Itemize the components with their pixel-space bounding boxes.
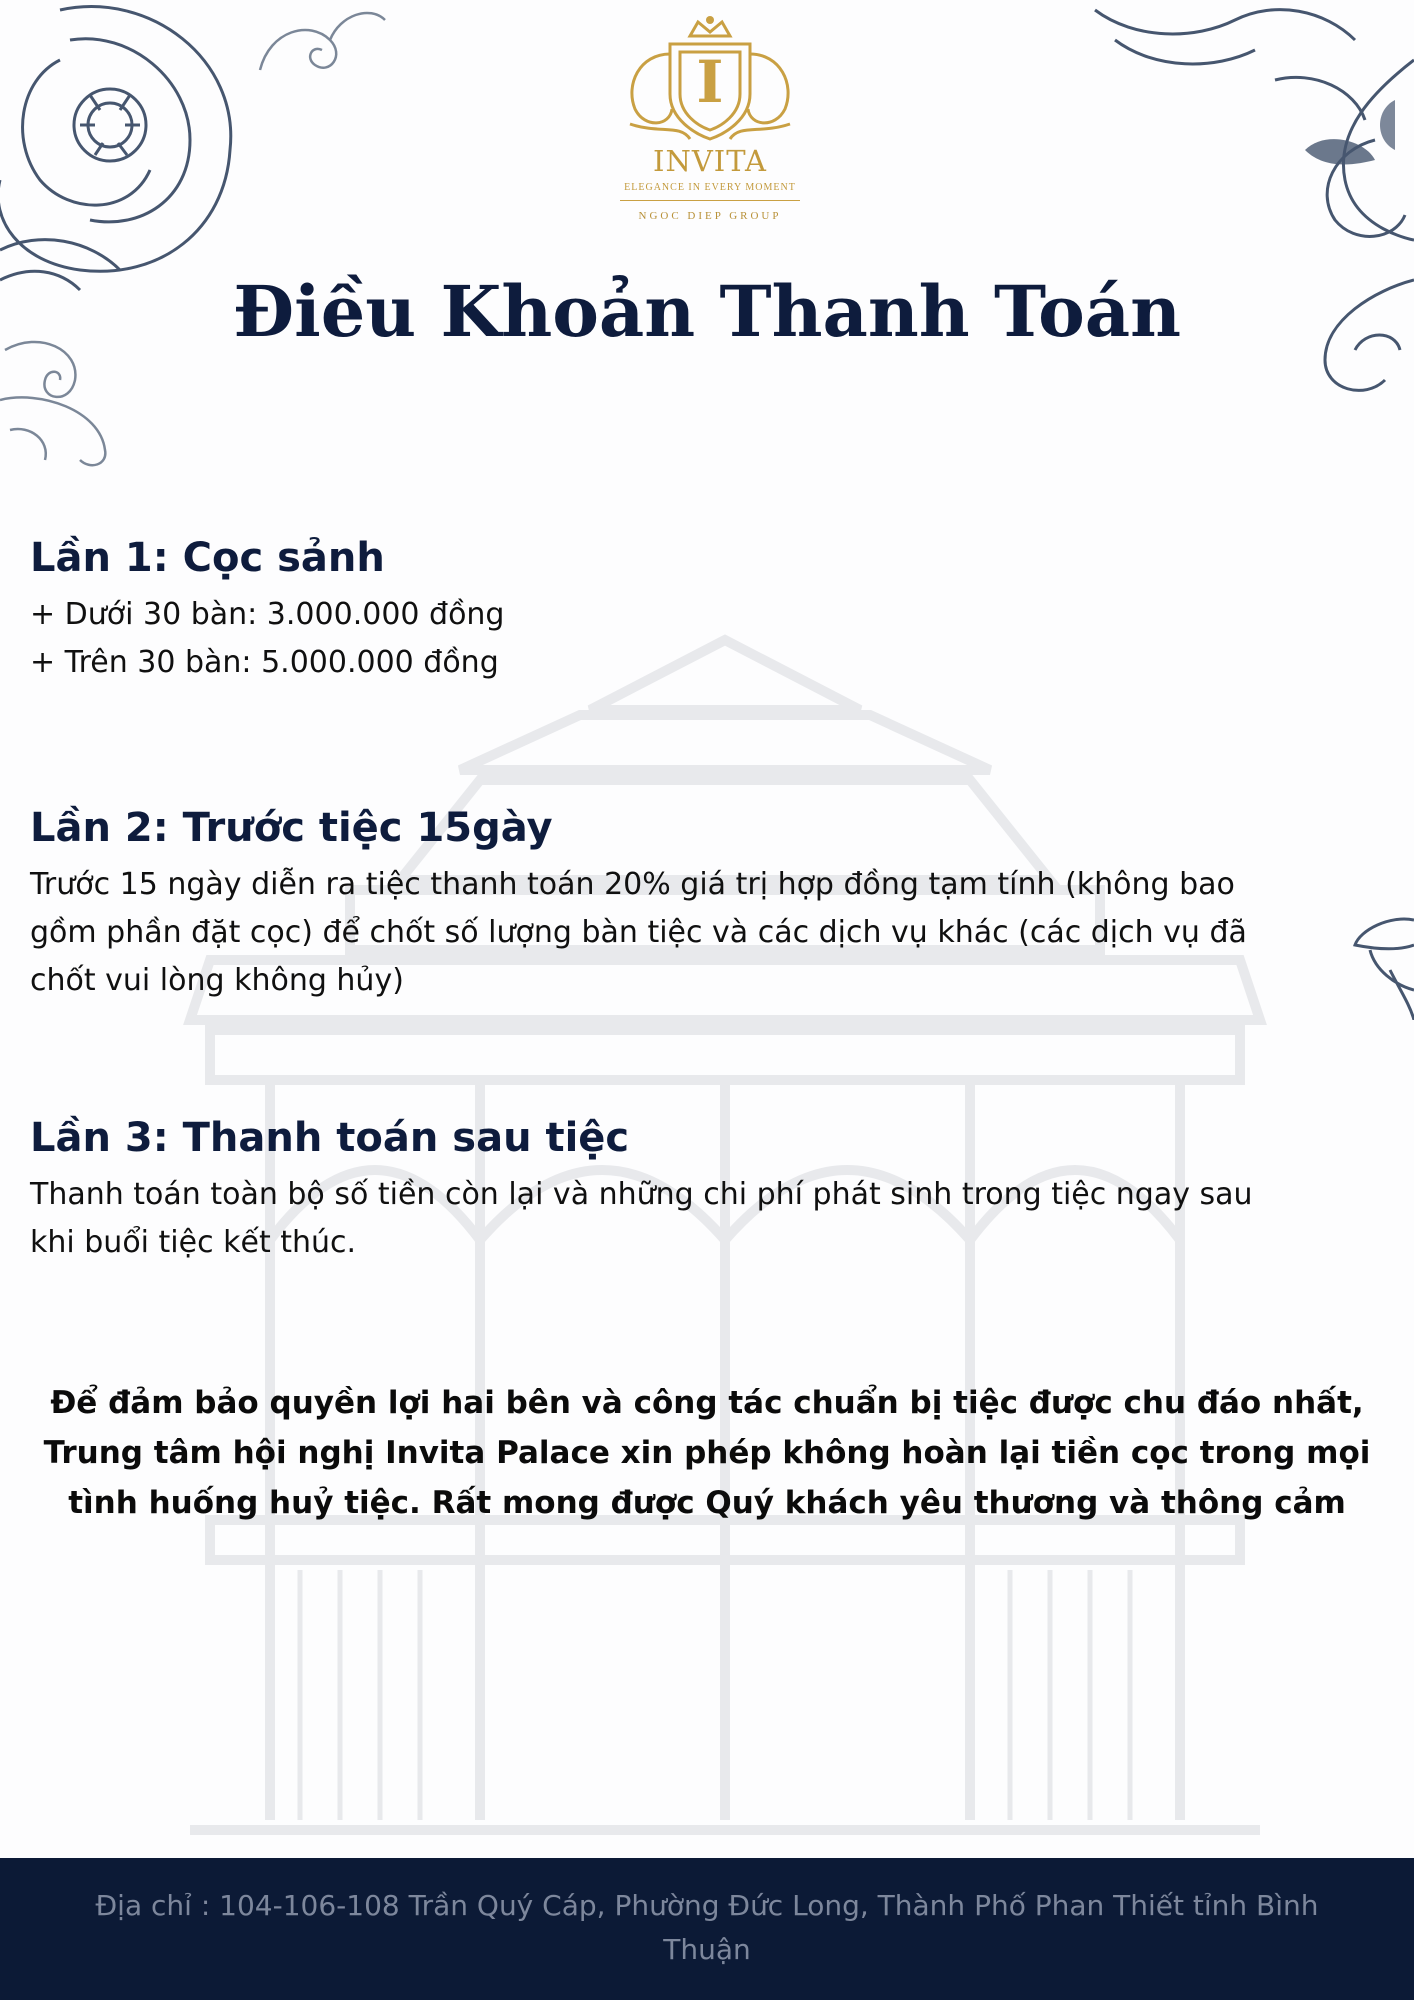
deposit-notice: [40, 1378, 1374, 1528]
logo-tagline: ELEGANCE IN EVERY MOMENT: [624, 182, 796, 193]
logo-monogram: I: [696, 48, 724, 116]
stage-line: khi buổi tiệc kết thúc.: [30, 1225, 357, 1260]
notice-line: tình huống huỷ tiệc. Rất mong được Quý khách yêu thương và thông cảm: [68, 1485, 1346, 1521]
stage-heading: Lần 3: Thanh toán sau tiệc: [30, 1115, 630, 1161]
ornament-right-edge-icon: [1350, 910, 1414, 1020]
logo-group-name: NGOC DIEP GROUP: [638, 210, 782, 222]
footer: [0, 1858, 1414, 2000]
flower-corner-top-left-icon: [0, 0, 250, 300]
stage-heading: Lần 1: Cọc sảnh: [30, 535, 385, 581]
scroll-ornament-top-icon: [250, 0, 390, 80]
page-title: Điều Khoản Thanh Toán: [232, 270, 1182, 353]
logo: [590, 14, 830, 229]
payment-stage-1: [30, 535, 1330, 687]
stage-line: + Dưới 30 bàn: 3.000.000 đồng: [30, 597, 505, 632]
stage-line: gồm phần đặt cọc) để chốt số lượng bàn tiệc và các dịch vụ khác (các dịch vụ đã: [30, 915, 1247, 950]
logo-wordmark: INVITA: [653, 144, 767, 178]
payment-stage-2: [30, 805, 1330, 1005]
stage-line: + Trên 30 bàn: 5.000.000 đồng: [30, 645, 499, 680]
stage-line: Thanh toán toàn bộ số tiền còn lại và những chi phí phát sinh trong tiệc ngay sau: [30, 1177, 1253, 1212]
stage-line: Trước 15 ngày diễn ra tiệc thanh toán 20% giá trị hợp đồng tạm tính (không bao: [30, 867, 1235, 902]
notice-line: Để đảm bảo quyền lợi hai bên và công tác chuẩn bị tiệc được chu đáo nhất,: [50, 1385, 1364, 1421]
logo-divider: [620, 200, 800, 201]
stage-heading: Lần 2: Trước tiệc 15gày: [30, 805, 553, 851]
notice-line: Trung tâm hội nghị Invita Palace xin phép không hoàn lại tiền cọc trong mọi: [43, 1435, 1371, 1471]
address-line: Địa chỉ : 104-106-108 Trần Quý Cáp, Phường Đức Long, Thành Phố Phan Thiết tỉnh Bình: [95, 1889, 1319, 1922]
stage-line: chốt vui lòng không hủy): [30, 963, 404, 998]
footer-address: [30, 1884, 1384, 1972]
address-line: Thuận: [663, 1933, 751, 1966]
payment-stage-3: [30, 1115, 1330, 1267]
